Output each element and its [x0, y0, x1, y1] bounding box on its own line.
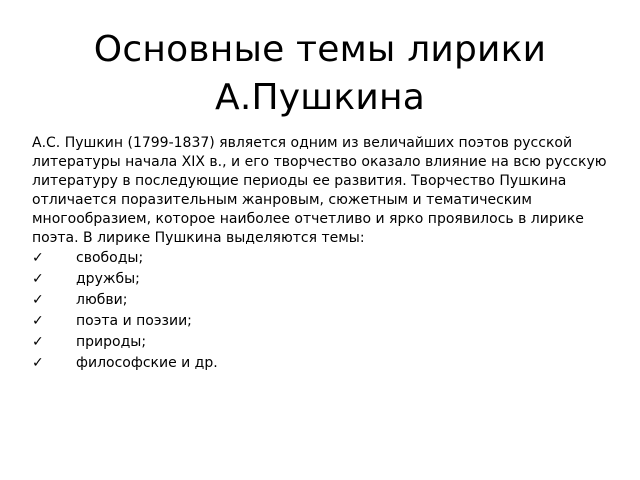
theme-label: дружбы; — [76, 271, 140, 287]
title-line-2: А.Пушкина — [215, 77, 425, 118]
theme-item-freedom — [32, 248, 614, 269]
theme-item-love — [32, 290, 614, 311]
slide-body — [32, 134, 614, 374]
checkmark-icon: ✓ — [32, 355, 44, 371]
theme-label: любви; — [76, 292, 128, 308]
intro-paragraph: А.С. Пушкин (1799-1837) является одним из величайших поэтов русской литературы начала XIX в., и его творчество оказало влияние на всю русскую литературу в последующие периоды ее развития. Творчество Пушкина отличается поразительным жанровым, сюжетным и тематическим многообразием, которое наиболее отчетливо и ярко проявилось в лирике поэта. В лирике Пушкина выделяются темы: — [32, 135, 607, 246]
checkmark-icon: ✓ — [32, 292, 44, 308]
theme-label: свободы; — [76, 250, 144, 266]
theme-item-friendship — [32, 269, 614, 290]
theme-item-nature — [32, 332, 614, 353]
themes-list — [32, 248, 614, 374]
checkmark-icon: ✓ — [32, 334, 44, 350]
checkmark-icon: ✓ — [32, 313, 44, 329]
checkmark-icon: ✓ — [32, 271, 44, 287]
theme-item-philosophical — [32, 353, 614, 374]
theme-label: философские и др. — [76, 355, 218, 371]
theme-item-poet-and-poetry — [32, 311, 614, 332]
theme-label: природы; — [76, 334, 147, 350]
title-line-1: Основные темы лирики — [93, 29, 547, 70]
theme-label: поэта и поэзии; — [76, 313, 192, 329]
slide-title — [32, 26, 608, 122]
checkmark-icon: ✓ — [32, 250, 44, 266]
